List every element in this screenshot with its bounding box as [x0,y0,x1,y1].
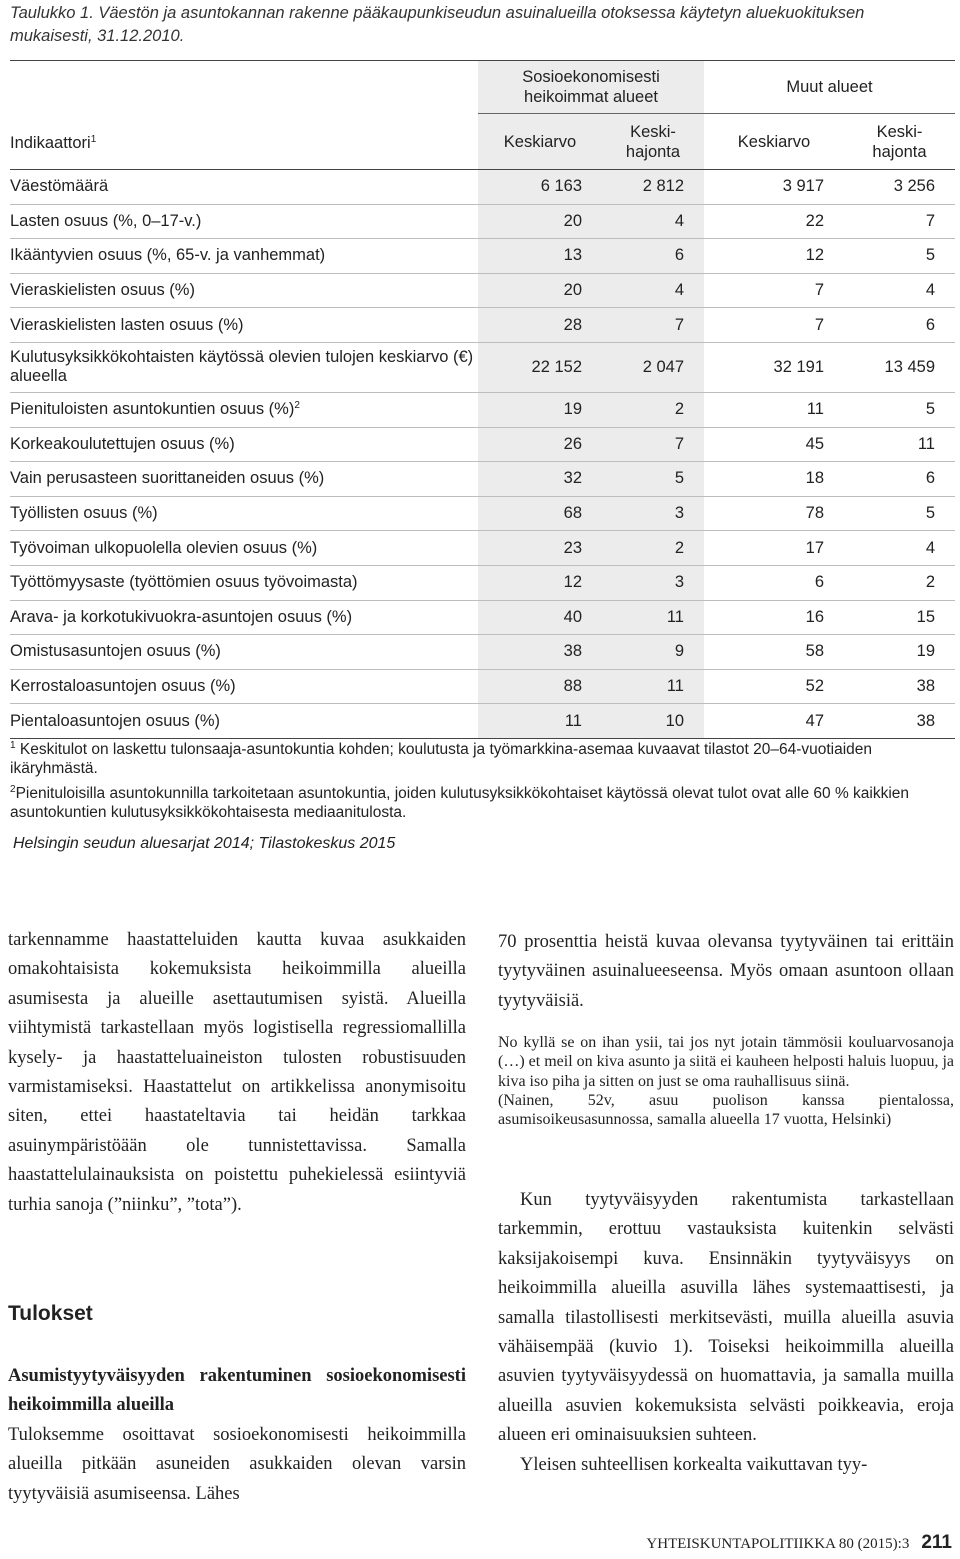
left-column [8,926,466,1220]
mean-weakest-cell: 68 [478,496,602,531]
interview-quote [498,1033,954,1129]
indicator-label: Korkeakoulutettujen osuus (%) [10,427,478,462]
mean-weakest-cell: 23 [478,531,602,566]
table-row [10,392,955,427]
table-row [10,669,955,704]
indicator-header: Indikaattori$^1$ [10,114,478,170]
table-footnotes [10,737,950,825]
sd-weakest-cell: 6 [602,239,704,274]
mean-weakest-cell: 19 [478,392,602,427]
sd-weakest-cell: 7 [602,308,704,343]
mean-other-cell: 17 [704,531,844,566]
sd-other-cell: 4 [844,531,955,566]
mean-other-cell: 3 917 [704,170,844,205]
body-paragraph: 70 prosenttia heistä kuvaa olevansa tyytyväinen tai erittäin tyytyväinen asuinalueeseensa. Myös omaan asuntoon ollaan tyytyväisiä. [498,932,954,1011]
section-heading: Tulokset [8,1302,93,1325]
sd-weakest-cell: 3 [602,496,704,531]
sd-weakest-cell: 3 [602,565,704,600]
page-footer [646,1532,952,1554]
sd-weakest-cell: 4 [602,273,704,308]
sd-weakest-cell: 2 [602,531,704,566]
mean-weakest-cell: 11 [478,704,602,739]
mean-other-cell: 16 [704,600,844,635]
indicator-label: Vieraskielisten osuus (%) [10,273,478,308]
mean-other-cell: 12 [704,239,844,274]
table-row [10,462,955,497]
indicator-label: Ikääntyvien osuus (%, 65-v. ja vanhemmat) [10,239,478,274]
sd-other-cell: 15 [844,600,955,635]
mean-weakest-cell: 32 [478,462,602,497]
sd-other-cell: 13 459 [844,342,955,392]
mean-weakest-cell: 13 [478,239,602,274]
mean-weakest-cell: 20 [478,204,602,239]
indicator-label: Kulutusyksikkökohtaisten käytössä olevien tulojen keskiarvo (€) alueella [10,342,478,392]
body-paragraph: Kun tyytyväisyyden rakentumista tarkastellaan tarkemmin, erottuu vastauksista kuitenkin selvästi kaksijakoisempi kuva. Ensinnäkin tyytyväisyys on heikoimmilla alueilla asuvilla lähes systemaattisesti, ja samalla tilastollisesti merkitsevästi, muilla alueilla asuvia vähäisempää (kuvio 1). Toiseksi heikoimmilla alueilla asuvien tyytyväisyydessä on huomattavia, ja samalla muilla alueilla asuvien kokemuksista selvästi poikkeavia, eroja alueen eri ominaisuuksien suhteen. [498,1190,954,1446]
mean-other-cell: 47 [704,704,844,739]
sd-other-cell: 19 [844,635,955,670]
table-row [10,635,955,670]
sd-other-cell: 7 [844,204,955,239]
indicator-label: Väestömäärä [10,170,478,205]
col-sd-other: Keski- hajonta [844,114,955,170]
table-row [10,308,955,343]
table-row [10,342,955,392]
table-source: Helsingin seudun aluesarjat 2014; Tilastokeskus 2015 [13,835,396,852]
table-caption: Taulukko 1. Väestön ja asuntokannan rakenne pääkaupunkiseudun asuinalueilla otoksessa käytetyn aluekuokituksen mukaisesti, 31.12.2010. [10,4,865,45]
sd-weakest-cell: 5 [602,462,704,497]
mean-other-cell: 22 [704,204,844,239]
page-number: 211 [921,1532,952,1553]
indicator-label: Pientaloasuntojen osuus (%) [10,704,478,739]
sd-weakest-cell: 2 [602,392,704,427]
right-column-top [498,928,954,1016]
right-column-lower [498,1186,954,1480]
sd-other-cell: 38 [844,669,955,704]
sd-other-cell: 6 [844,308,955,343]
indicator-label: Vain perusasteen suorittaneiden osuus (%) [10,462,478,497]
left-column-lower [8,1362,466,1509]
indicator-label: Vieraskielisten lasten osuus (%) [10,308,478,343]
mean-weakest-cell: 88 [478,669,602,704]
indicator-label: Kerrostaloasuntojen osuus (%) [10,669,478,704]
quote-attribution: (Nainen, 52v, asuu puolison kanssa pientalossa, asumisoikeusasunnossa, samalla alueella 17 vuotta, Helsinki) [498,1091,954,1129]
body-paragraph: tarkennamme haastatteluiden kautta kuvaa asukkaiden omakohtaisista kokemuksista heikoimmilla alueilla asumisesta ja alueille asettautumisen syistä. Alueilla viihtymistä tarkastellaan myös logistisella regressiomallilla kysely- ja haastatteluaineiston tulosten robustisuuden varmistamiseksi. Haastattelut on artikkelissa anonymisoitu siten, ettei haastateltavia tai heidän tarkkaa asuinympäristöään ole tunnistettavissa. Samalla haastattelulainauksista on poistettu puhekielessä esiintyviä turhia sanoja (”niinku”, ”tota”). [8,930,466,1215]
mean-weakest-cell: 28 [478,308,602,343]
sd-other-cell: 2 [844,565,955,600]
indicator-label: Työvoiman ulkopuolella olevien osuus (%) [10,531,478,566]
sd-weakest-cell: 11 [602,600,704,635]
table-row [10,273,955,308]
sd-other-cell: 5 [844,392,955,427]
mean-other-cell: 18 [704,462,844,497]
indicator-label: Lasten osuus (%, 0–17-v.) [10,204,478,239]
mean-other-cell: 52 [704,669,844,704]
mean-weakest-cell: 40 [478,600,602,635]
col-sd-weakest: Keski- hajonta [602,114,704,170]
table-row [10,496,955,531]
mean-weakest-cell: 6 163 [478,170,602,205]
mean-other-cell: 32 191 [704,342,844,392]
indicator-label: Työllisten osuus (%) [10,496,478,531]
table-row [10,531,955,566]
sd-weakest-cell: 10 [602,704,704,739]
mean-weakest-cell: 22 152 [478,342,602,392]
sd-weakest-cell: 9 [602,635,704,670]
table-row [10,427,955,462]
sd-weakest-cell: 7 [602,427,704,462]
col-mean-weakest: Keskiarvo [478,114,602,170]
table-row [10,170,955,205]
journal-name: YHTEISKUNTAPOLITIIKKA 80 (2015):3 [646,1536,910,1552]
table-row [10,204,955,239]
mean-weakest-cell: 26 [478,427,602,462]
sd-weakest-cell: 2 812 [602,170,704,205]
sd-other-cell: 6 [844,462,955,497]
sd-weakest-cell: 4 [602,204,704,239]
sd-weakest-cell: 2 047 [602,342,704,392]
subsection-heading: Asumistyytyväisyyden rakentuminen sosioekonomisesti heikoimmilla alueilla [8,1366,466,1416]
group-header-other: Muut alueet [704,61,955,114]
sd-weakest-cell: 11 [602,669,704,704]
col-mean-other: Keskiarvo [704,114,844,170]
indicator-label: Arava- ja korkotukivuokra-asuntojen osuus (%) [10,600,478,635]
mean-other-cell: 11 [704,392,844,427]
mean-other-cell: 45 [704,427,844,462]
mean-other-cell: 78 [704,496,844,531]
footnote-1: $^1$ Keskitulot on laskettu tulonsaaja-asuntokuntia kohden; koulutusta ja työmarkkina-asemaa kuvaavat tilastot 20–64-vuotiaiden ikäryhmästä. [10,740,873,777]
sd-other-cell: 3 256 [844,170,955,205]
body-paragraph: Yleisen suhteellisen korkealta vaikuttavan tyy- [520,1454,868,1475]
table-row [10,704,955,739]
sd-other-cell: 11 [844,427,955,462]
table-row [10,565,955,600]
mean-weakest-cell: 12 [478,565,602,600]
mean-other-cell: 6 [704,565,844,600]
indicator-label: Työttömyysaste (työttömien osuus työvoimasta) [10,565,478,600]
mean-other-cell: 7 [704,308,844,343]
sd-other-cell: 38 [844,704,955,739]
indicator-label: Pienituloisten asuntokuntien osuus (%)$^2$ [10,392,478,427]
table-row [10,239,955,274]
sd-other-cell: 5 [844,496,955,531]
mean-weakest-cell: 38 [478,635,602,670]
footnote-2: $^2$Pienituloisilla asuntokunnilla tarkoitetaan asuntokuntia, joiden kulutusyksikkökohtaiset käytössä olevat tulot ovat alle 60 % kaikkien asuntokuntien kulutusyksikkökohtaisesta mediaanitulosta. [10,784,910,821]
mean-other-cell: 58 [704,635,844,670]
sd-other-cell: 4 [844,273,955,308]
quote-text: No kyllä se on ihan ysii, tai jos nyt jotain tämmösii kouluarvosanoja (…) et meil on kiva asunto ja siitä ei kauheen helposti haluis luopuu, ja kiva iso piha ja sitten on just se oma rauhallisuus siinä. [498,1034,954,1090]
body-paragraph: Tuloksemme osoittavat sosioekonomisesti heikoimmilla alueilla pitkään asuneiden asukkaiden olevan varsin tyytyväisiä asumiseensa. Lähes [8,1424,466,1504]
mean-other-cell: 7 [704,273,844,308]
statistics-table [10,60,955,739]
indicator-label: Omistusasuntojen osuus (%) [10,635,478,670]
mean-weakest-cell: 20 [478,273,602,308]
sd-other-cell: 5 [844,239,955,274]
table-row [10,600,955,635]
group-header-weakest: Sosioekonomisesti heikoimmat alueet [478,61,704,114]
